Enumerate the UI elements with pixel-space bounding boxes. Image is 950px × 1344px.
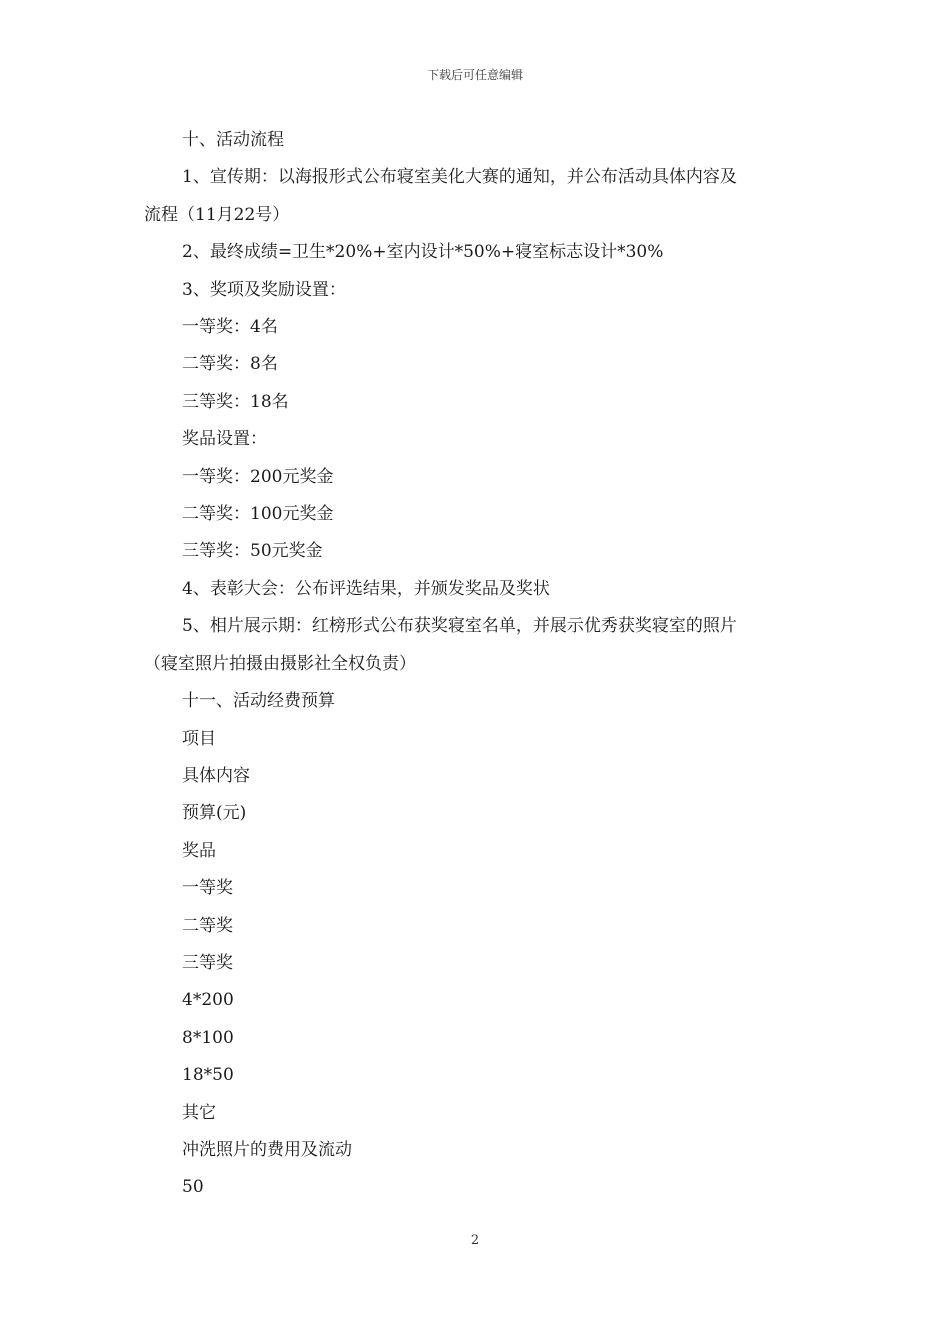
text-first-prize-money: 一等奖：200元奖金 bbox=[182, 466, 334, 487]
paragraph-publicity-line2: 流程（11月22号） bbox=[144, 204, 290, 225]
budget-detail-second-prize: 二等奖 bbox=[182, 915, 233, 936]
page-number: 2 bbox=[470, 1233, 480, 1248]
budget-item-prizes: 奖品 bbox=[182, 840, 216, 861]
budget-amount-third-prize: 18*50 bbox=[182, 1065, 234, 1086]
paragraph-commendation: 4、表彰大会：公布评选结果，并颁发奖品及奖状 bbox=[182, 578, 550, 599]
budget-item-other: 其它 bbox=[182, 1102, 216, 1123]
text-second-prize-count: 二等奖：8名 bbox=[182, 354, 278, 375]
budget-header-details: 具体内容 bbox=[182, 765, 250, 786]
section-heading-activity-process: 十、活动流程 bbox=[182, 130, 284, 150]
budget-detail-first-prize: 一等奖 bbox=[182, 878, 233, 899]
text-third-prize-count: 三等奖：18名 bbox=[182, 391, 289, 412]
budget-amount-first-prize: 4*200 bbox=[182, 990, 234, 1011]
section-heading-budget: 十一、活动经费预算 bbox=[182, 691, 335, 712]
document-body bbox=[144, 122, 814, 1207]
text-prize-settings: 奖品设置： bbox=[182, 429, 267, 450]
paragraph-publicity-line1: 1、宣传期：以海报形式公布寝室美化大赛的通知，并公布活动具体内容及 bbox=[182, 167, 737, 188]
paragraph-photo-display-line1: 5、相片展示期：红榜形式公布获奖寝室名单，并展示优秀获奖寝室的照片 bbox=[182, 616, 737, 637]
budget-header-item: 项目 bbox=[182, 728, 216, 749]
paragraph-awards-setup: 3、奖项及奖励设置： bbox=[182, 279, 346, 300]
paragraph-final-score: 2、最终成绩=卫生*20%+室内设计*50%+寝室标志设计*30% bbox=[182, 242, 664, 263]
text-first-prize-count: 一等奖：4名 bbox=[182, 317, 278, 338]
budget-amount-second-prize: 8*100 bbox=[182, 1027, 234, 1048]
page-header: 下载后可任意编辑 bbox=[426, 68, 523, 82]
paragraph-photo-display-line2: （寝室照片拍摄由摄影社全权负责） bbox=[144, 653, 416, 674]
text-second-prize-money: 二等奖：100元奖金 bbox=[182, 504, 334, 525]
budget-detail-photo-printing: 冲洗照片的费用及流动 bbox=[182, 1139, 352, 1160]
budget-amount-other: 50 bbox=[182, 1177, 204, 1198]
text-third-prize-money: 三等奖：50元奖金 bbox=[182, 541, 323, 562]
budget-header-amount: 预算(元) bbox=[182, 803, 247, 824]
budget-detail-third-prize: 三等奖 bbox=[182, 952, 233, 973]
